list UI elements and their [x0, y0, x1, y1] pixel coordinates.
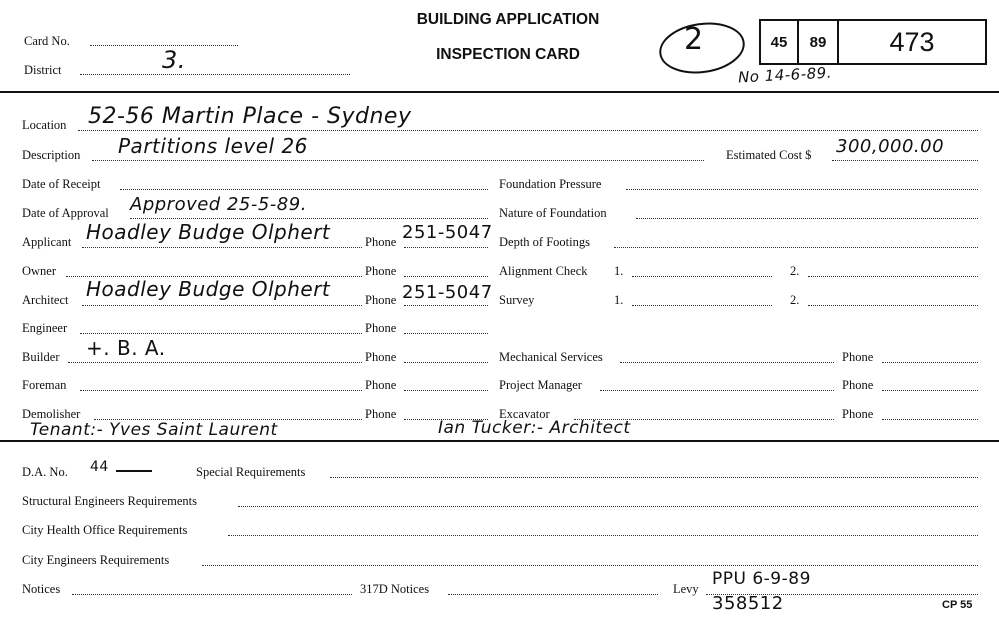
special-requirements-label: Special Requirements	[196, 465, 306, 479]
date-of-approval-leader	[130, 218, 488, 219]
project-manager-label: Project Manager	[499, 378, 582, 392]
architect-phone-label: Phone	[365, 293, 397, 307]
estimated-cost-label: Estimated Cost $	[726, 148, 812, 162]
demolisher-phone-label: Phone	[365, 407, 397, 421]
engineer-phone-leader	[404, 333, 488, 334]
alignment-check-1-label: 1.	[614, 264, 624, 278]
engineer-phone-label: Phone	[365, 321, 397, 335]
excavator-phone-label: Phone	[842, 407, 874, 421]
da-no-label: D.A. No.	[22, 465, 68, 479]
foundation-pressure-label: Foundation Pressure	[499, 177, 602, 191]
location-label: Location	[22, 118, 67, 132]
nature-of-foundation-label: Nature of Foundation	[499, 206, 607, 220]
mechanical-services-label: Mechanical Services	[499, 350, 603, 364]
da-no-value: 44	[90, 459, 109, 475]
applicant-leader	[82, 247, 362, 248]
project-manager-phone-label: Phone	[842, 378, 874, 392]
foreman-leader	[80, 390, 362, 391]
date-of-receipt-label: Date of Receipt	[22, 177, 101, 191]
notices-317d-leader	[448, 594, 658, 595]
number-box-1: 45	[759, 19, 799, 65]
applicant-value: Hoadley Budge Olphert	[86, 220, 331, 244]
date-of-approval-label: Date of Approval	[22, 206, 109, 220]
circled-number: 2	[684, 22, 704, 57]
applicant-phone-leader	[404, 247, 488, 248]
health-requirements-label: City Health Office Requirements	[22, 523, 188, 537]
architect-note: Ian Tucker:- Architect	[438, 418, 631, 438]
architect-phone-leader	[404, 305, 488, 306]
district-leader	[80, 74, 350, 75]
applicant-phone-value: 251-5047	[402, 222, 493, 243]
foundation-pressure-leader	[626, 189, 978, 190]
survey-2-leader	[808, 305, 978, 306]
health-requirements-leader	[228, 535, 978, 536]
da-no-dash	[116, 470, 152, 472]
mechanical-phone-leader	[882, 362, 978, 363]
district-label: District	[24, 63, 62, 77]
owner-label: Owner	[22, 264, 57, 278]
demolisher-label: Demolisher	[22, 407, 81, 421]
bottom-number: 358512	[712, 593, 784, 614]
location-value: 52-56 Martin Place - Sydney	[88, 104, 412, 129]
alignment-check-2-leader	[808, 276, 978, 277]
builder-leader	[68, 362, 362, 363]
card-no-label: Card No.	[24, 34, 70, 48]
excavator-label: Excavator	[499, 407, 550, 421]
location-leader	[78, 130, 978, 131]
levy-label: Levy	[673, 582, 699, 596]
notices-317d-label: 317D Notices	[360, 582, 430, 596]
city-engineers-requirements-leader	[202, 565, 978, 566]
middle-rule	[0, 440, 999, 442]
architect-phone-value: 251-5047	[402, 282, 493, 303]
survey-2-label: 2.	[790, 293, 800, 307]
description-leader	[92, 160, 704, 161]
city-engineers-requirements-label: City Engineers Requirements	[22, 553, 170, 567]
date-of-approval-value: Approved 25-5-89.	[130, 194, 307, 215]
estimated-cost-leader	[832, 160, 978, 161]
structural-requirements-leader	[238, 506, 978, 507]
depth-of-footings-leader	[614, 247, 978, 248]
alignment-check-1-leader	[632, 276, 772, 277]
estimated-cost-value: 300,000.00	[836, 136, 945, 157]
title-line2: INSPECTION CARD	[436, 46, 580, 63]
builder-phone-label: Phone	[365, 350, 397, 364]
foreman-phone-leader	[404, 390, 488, 391]
cp-label: CP 55	[942, 599, 973, 611]
foreman-phone-label: Phone	[365, 378, 397, 392]
title-line1: BUILDING APPLICATION	[416, 11, 600, 28]
builder-value: +. B. A.	[86, 336, 166, 360]
applicant-phone-label: Phone	[365, 235, 397, 249]
notices-label: Notices	[22, 582, 61, 596]
date-of-receipt-leader	[120, 189, 488, 190]
nature-of-foundation-leader	[636, 218, 978, 219]
foreman-label: Foreman	[22, 378, 67, 392]
number-box-3: 473	[837, 19, 987, 65]
district-value: 3.	[162, 46, 186, 74]
excavator-phone-leader	[882, 419, 978, 420]
description-value: Partitions level 26	[118, 134, 308, 158]
architect-value: Hoadley Budge Olphert	[86, 277, 331, 301]
owner-phone-label: Phone	[365, 264, 397, 278]
description-label: Description	[22, 148, 81, 162]
survey-label: Survey	[499, 293, 535, 307]
survey-1-leader	[632, 305, 772, 306]
architect-leader	[82, 305, 362, 306]
engineer-label: Engineer	[22, 321, 68, 335]
notices-leader	[72, 594, 352, 595]
owner-phone-leader	[404, 276, 488, 277]
number-box-2: 89	[797, 19, 839, 65]
alignment-check-2-label: 2.	[790, 264, 800, 278]
applicant-label: Applicant	[22, 235, 72, 249]
header-note: No 14-6-89.	[737, 63, 833, 87]
mechanical-services-leader	[620, 362, 834, 363]
structural-requirements-label: Structural Engineers Requirements	[22, 494, 197, 508]
survey-1-label: 1.	[614, 293, 624, 307]
levy-value: PPU 6-9-89	[712, 569, 811, 589]
alignment-check-label: Alignment Check	[499, 264, 588, 278]
project-manager-phone-leader	[882, 390, 978, 391]
special-requirements-leader	[330, 477, 978, 478]
project-manager-leader	[600, 390, 834, 391]
architect-label: Architect	[22, 293, 69, 307]
mechanical-phone-label: Phone	[842, 350, 874, 364]
tenant-note: Tenant:- Yves Saint Laurent	[30, 420, 278, 440]
top-rule	[0, 91, 999, 93]
builder-label: Builder	[22, 350, 60, 364]
builder-phone-leader	[404, 362, 488, 363]
engineer-leader	[80, 333, 362, 334]
depth-of-footings-label: Depth of Footings	[499, 235, 590, 249]
